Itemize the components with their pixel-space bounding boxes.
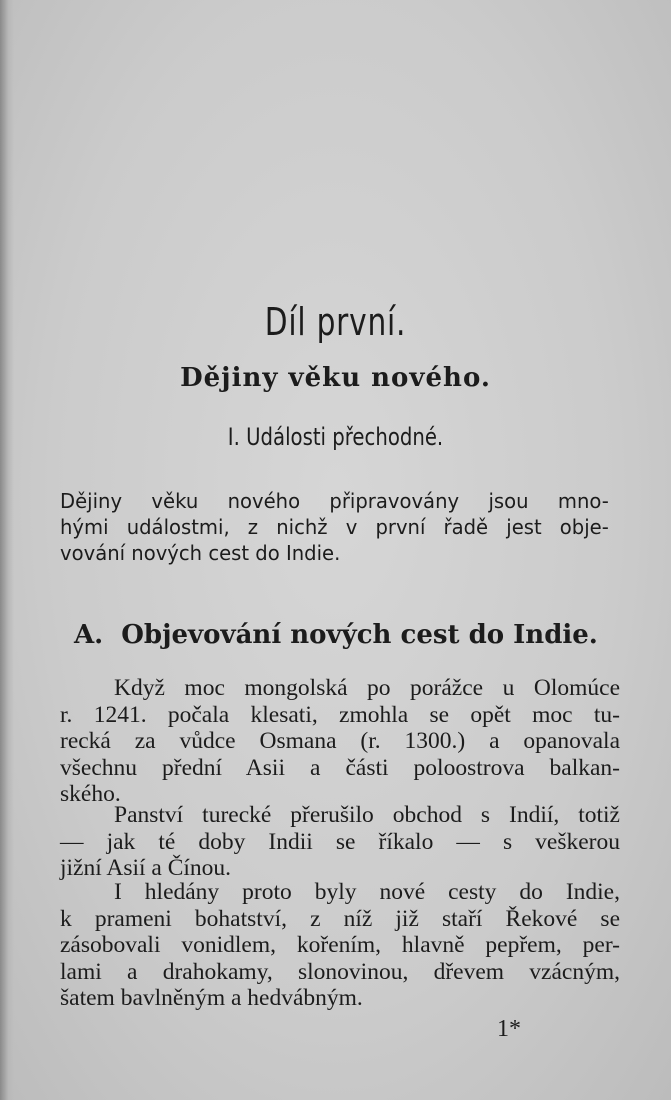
- paragraph-line: ského.: [60, 781, 121, 807]
- intro-line: vování nových cest do Indie.: [60, 541, 341, 565]
- paragraph-line: lami a drahokamy, slonovinou, dřevem vzácným,: [60, 958, 620, 985]
- paragraph-line: šatem bavlněným a hedvábným.: [60, 985, 363, 1011]
- paragraph-line: r. 1241. počala klesati, zmohla se opět moc tu-: [60, 701, 620, 728]
- paragraph-1: [60, 675, 620, 808]
- intro-paragraph: [60, 488, 609, 566]
- section-heading: [74, 620, 614, 650]
- paragraph-line: zásobovali vonidlem, kořením, hlavně pepřem, per-: [60, 932, 620, 958]
- paragraph-line: k prameni bohatství, z níž již staří Řekové se: [60, 905, 620, 932]
- paragraph-line: I hledány proto byly nové cesty do Indie,: [114, 879, 620, 905]
- paragraph-line: všechnu přední Asii a části poloostrova balkan-: [60, 754, 620, 781]
- page-edge-shadow: [0, 0, 14, 1100]
- section-title: Objevování nových cest do Indie.: [121, 620, 598, 650]
- paragraph-line: Když moc mongolská po porážce u Olomúce: [114, 675, 620, 701]
- paragraph-3: [60, 879, 620, 1012]
- section-letter: A.: [74, 620, 104, 650]
- part-subtitle: Dějiny věku nového.: [180, 363, 491, 393]
- intro-line: Dějiny věku nového připravovány jsou mno-: [60, 489, 609, 513]
- signature-mark: 1*: [497, 1016, 521, 1042]
- intro-line: hými událostmi, z nichž v první řadě jest obje-: [60, 515, 609, 539]
- paragraph-2: [60, 802, 620, 882]
- part-title: Díl první.: [264, 300, 407, 344]
- paragraph-line: recká za vůdce Osmana (r. 1300.) a opanovala: [60, 728, 620, 754]
- paragraph-line: jižní Asií a Čínou.: [60, 855, 232, 881]
- paragraph-line: — jak té doby Indii se říkalo — s veškerou: [60, 828, 620, 855]
- chapter-title: I. Události přechodné.: [227, 423, 444, 451]
- paragraph-line: Panství turecké přerušilo obchod s Indií, totiž: [114, 802, 620, 828]
